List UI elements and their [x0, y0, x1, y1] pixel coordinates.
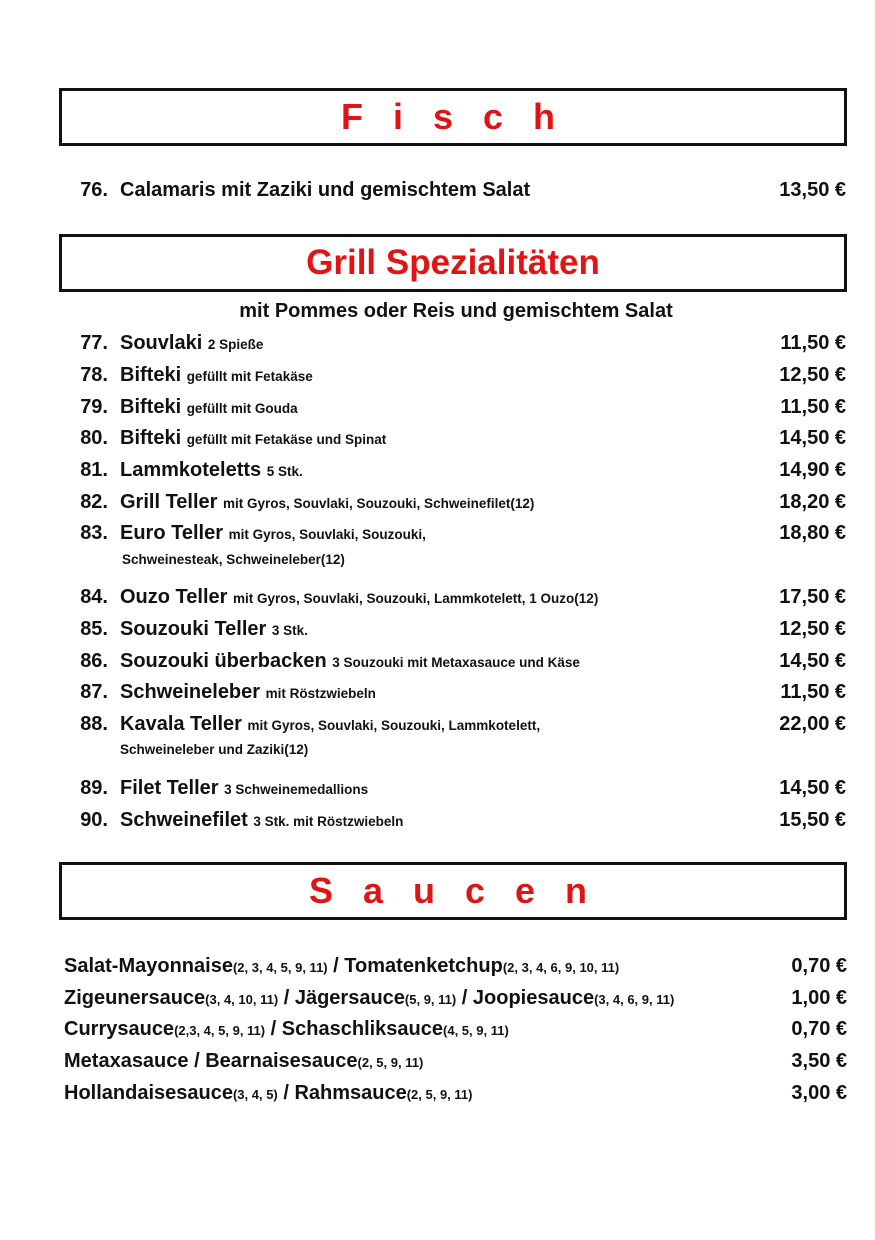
sauce-row: [64, 1048, 849, 1074]
item-price: 14,50 €: [779, 650, 846, 672]
item-description: gefüllt mit Fetakäse: [186, 369, 313, 384]
item-description-continued: Schweinesteak, Schweineleber(12): [122, 552, 345, 567]
item-price: 14,90 €: [779, 459, 846, 481]
item-price: 13,50 €: [779, 179, 846, 201]
item-description-continued: Schweineleber und Zaziki(12): [120, 742, 309, 757]
item-number: 77.: [80, 332, 108, 354]
menu-item: [0, 679, 875, 705]
sauce-name: Metaxasauce / Bearnaisesauce: [64, 1050, 358, 1072]
item-description: gefüllt mit Gouda: [186, 401, 298, 416]
item-title: Filet Teller: [120, 777, 219, 799]
item-price: 22,00 €: [779, 713, 846, 735]
item-title: Bifteki: [120, 364, 182, 386]
item-description: mit Gyros, Souvlaki, Souzouki, Schweinefilet(12): [223, 496, 535, 511]
sauce-row: [64, 1080, 849, 1106]
item-number: 78.: [80, 364, 108, 386]
item-description: mit Gyros, Souvlaki, Souzouki, Lammkotelett,: [247, 718, 541, 733]
item-name: [120, 425, 386, 453]
menu-item: [0, 775, 875, 801]
allergen-codes: (2, 5, 9, 11): [357, 1055, 424, 1070]
item-number: 87.: [80, 681, 108, 703]
section-title: S a u c e n: [308, 870, 598, 911]
item-title: Grill Teller: [120, 491, 218, 513]
item-price: 11,50 €: [780, 332, 846, 354]
allergen-codes: (2,3, 4, 5, 9, 11): [174, 1023, 266, 1038]
sauce-name: Salat-Mayonnaise: [64, 955, 233, 977]
item-title: Bifteki: [120, 427, 182, 449]
item-description: 2 Spieße: [207, 337, 264, 352]
allergen-codes: (3, 4, 6, 9, 11): [594, 992, 675, 1007]
allergen-codes: (2, 5, 9, 11): [406, 1087, 473, 1102]
section-heading-saucen: [59, 862, 847, 920]
item-name: [120, 711, 540, 739]
item-price: 12,50 €: [779, 364, 846, 386]
separator: /: [277, 1082, 295, 1104]
menu-item: [0, 177, 875, 203]
item-price: 11,50 €: [780, 396, 846, 418]
sauce-price: 0,70 €: [791, 1018, 847, 1040]
item-description: 5 Stk.: [266, 464, 303, 479]
item-description: mit Gyros, Souvlaki, Souzouki,: [228, 527, 426, 542]
item-name: [120, 362, 313, 390]
item-description: mit Gyros, Souvlaki, Souzouki, Lammkotelett, 1 Ouzo(12): [232, 591, 599, 606]
item-title: Schweineleber: [120, 681, 261, 703]
item-number: 86.: [80, 650, 108, 672]
item-number: 82.: [80, 491, 108, 513]
item-name: [120, 330, 263, 358]
item-title: Schweinefilet: [120, 809, 248, 831]
section-title: F i s c h: [340, 96, 566, 137]
sauce-name: Joopiesauce: [472, 987, 595, 1009]
sauce-name: Rahmsauce: [294, 1082, 407, 1104]
allergen-codes: (5, 9, 11): [404, 992, 457, 1007]
menu-item: [0, 362, 875, 388]
item-price: 11,50 €: [780, 681, 846, 703]
item-name: [120, 520, 426, 548]
item-price: 17,50 €: [779, 586, 846, 608]
menu-item: [0, 330, 875, 356]
menu-item: [0, 457, 875, 483]
item-number: 79.: [80, 396, 108, 418]
item-price: 15,50 €: [779, 809, 846, 831]
section-title: Grill Spezialitäten: [306, 243, 600, 282]
sauce-price: 3,00 €: [791, 1082, 847, 1104]
menu-item: [0, 711, 875, 737]
item-name: [120, 457, 303, 485]
item-description: mit Röstzwiebeln: [265, 686, 376, 701]
item-name: [120, 489, 534, 517]
allergen-codes: (3, 4, 5): [232, 1087, 278, 1102]
menu-item: [0, 807, 875, 833]
item-name: [120, 616, 308, 644]
item-number: 76.: [80, 179, 108, 201]
item-description: 3 Souzouki mit Metaxasauce und Käse: [332, 655, 580, 670]
item-price: 18,80 €: [779, 522, 846, 544]
item-description: 3 Stk.: [271, 623, 308, 638]
sauce-name: Tomatenketchup: [344, 955, 503, 977]
sauce-price: 0,70 €: [791, 955, 847, 977]
separator: /: [456, 987, 473, 1009]
menu-item: [0, 489, 875, 515]
item-name: [120, 807, 403, 835]
item-title: Euro Teller: [120, 522, 223, 544]
sauce-row: [64, 1016, 849, 1042]
menu-item: [0, 394, 875, 420]
allergen-codes: (4, 5, 9, 11): [443, 1023, 509, 1038]
item-number: 88.: [80, 713, 108, 735]
item-description: 3 Schweinemedallions: [224, 782, 369, 797]
item-number: 84.: [80, 586, 108, 608]
menu-item: [0, 584, 875, 610]
section-heading-grill: [59, 234, 847, 292]
item-title: Souzouki überbacken: [120, 650, 327, 672]
allergen-codes: (2, 3, 4, 5, 9, 11): [232, 960, 328, 975]
section-subtitle: mit Pommes oder Reis und gemischtem Salat: [239, 300, 673, 322]
allergen-codes: (2, 3, 4, 6, 9, 10, 11): [502, 960, 620, 975]
sauce-price: 3,50 €: [791, 1050, 847, 1072]
item-name: [120, 648, 580, 676]
item-name: Calamaris mit Zaziki und gemischtem Salat: [120, 179, 531, 201]
sauce-name: Currysauce: [64, 1018, 175, 1040]
sauce-name: Jägersauce: [294, 987, 405, 1009]
menu-item: [0, 425, 875, 451]
item-number: 83.: [80, 522, 108, 544]
menu-item: [0, 520, 875, 546]
item-name: [120, 679, 376, 707]
item-price: 18,20 €: [779, 491, 846, 513]
item-price: 12,50 €: [779, 618, 846, 640]
menu-item: [0, 616, 875, 642]
sauce-name: Hollandaisesauce: [64, 1082, 233, 1104]
item-title: Ouzo Teller: [120, 586, 228, 608]
item-price: 14,50 €: [779, 427, 846, 449]
item-title: Bifteki: [120, 396, 182, 418]
sauce-name: Schaschliksauce: [281, 1018, 444, 1040]
section-heading-fisch: [59, 88, 847, 146]
item-number: 89.: [80, 777, 108, 799]
item-name: [120, 775, 368, 803]
item-number: 80.: [80, 427, 108, 449]
sauce-row: [64, 985, 849, 1011]
separator: /: [278, 987, 295, 1009]
item-name: [120, 584, 598, 612]
sauce-name: Zigeunersauce: [64, 987, 206, 1009]
item-title: Souvlaki: [120, 332, 203, 354]
item-description: 3 Stk. mit Röstzwiebeln: [253, 814, 404, 829]
menu-item: [0, 648, 875, 674]
item-number: 85.: [80, 618, 108, 640]
item-number: 81.: [80, 459, 108, 481]
item-title: Lammkoteletts: [120, 459, 262, 481]
separator: /: [265, 1018, 282, 1040]
allergen-codes: (3, 4, 10, 11): [205, 992, 279, 1007]
item-price: 14,50 €: [779, 777, 846, 799]
item-number: 90.: [80, 809, 108, 831]
item-description: gefüllt mit Fetakäse und Spinat: [186, 432, 387, 447]
item-title: Kavala Teller: [120, 713, 242, 735]
item-title: Souzouki Teller: [120, 618, 267, 640]
sauce-price: 1,00 €: [791, 987, 847, 1009]
item-name: [120, 394, 298, 422]
separator: /: [327, 955, 345, 977]
sauce-row: [64, 953, 849, 979]
